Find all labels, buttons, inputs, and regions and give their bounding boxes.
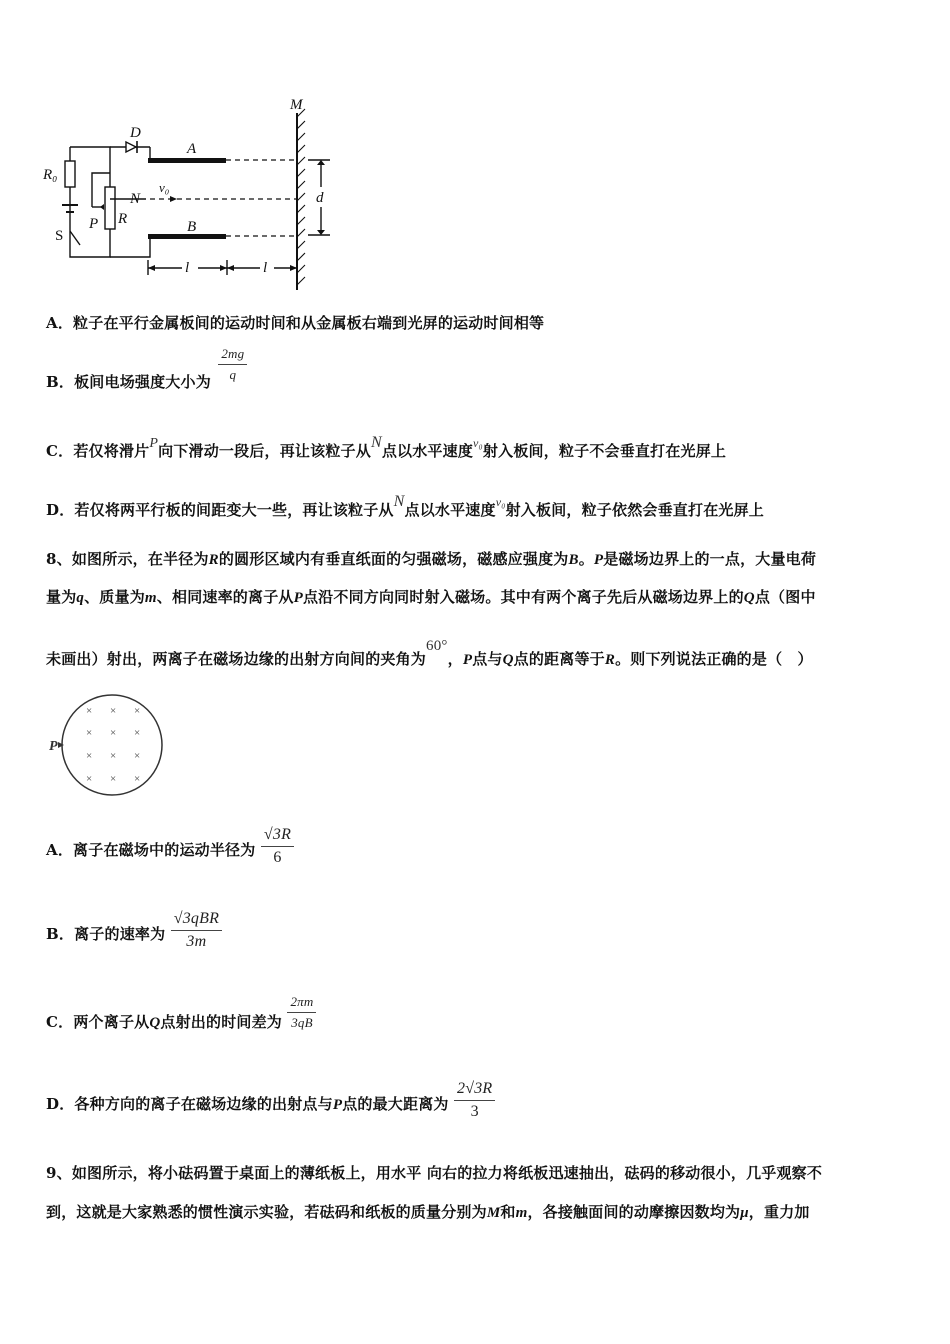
label-R: R <box>118 211 128 227</box>
q8-stem-line-1 <box>46 548 816 569</box>
option-text: 射入板间，粒子不会垂直打在光屏上 <box>482 442 727 460</box>
symbol-B: B <box>568 552 579 568</box>
label-l-1: l <box>185 260 190 276</box>
option-text: 点以水平速度 <box>404 501 496 519</box>
stem-text: 点与 <box>472 650 503 668</box>
symbol-P: P <box>332 1096 343 1113</box>
symbol-v0: v₀ <box>473 436 483 450</box>
option-text: 向下滑动一段后，再让该粒子从 <box>158 442 371 460</box>
symbol-q: q <box>76 590 85 606</box>
option-letter: D． <box>46 501 75 519</box>
option-text: 若仅将两平行板的间距变大一些，再让该粒子从 <box>74 501 394 519</box>
option-letter: A． <box>46 314 74 332</box>
fraction-max-distance: $\frac{2√3R}{3}$ <box>454 1080 495 1121</box>
stem-text: 点的距离等于 <box>513 650 605 668</box>
stem-text: 的圆形区域内有垂直纸面的匀强磁场，磁感应强度为 <box>218 550 569 568</box>
option-letter: B． <box>46 924 75 943</box>
stem-text: 到，这就是大家熟悉的惯性演示实验，若砝码和纸板的质量分别为 <box>46 1203 487 1221</box>
option-text: 板间电场强度大小为 <box>74 373 211 391</box>
question-number: 9、 <box>46 1164 72 1182</box>
label-D: D <box>130 125 141 141</box>
stem-text: 、相同速率的离子从 <box>156 588 294 606</box>
label-B: B <box>187 219 197 235</box>
q7-option-a <box>46 312 544 333</box>
symbol-R: R <box>604 652 616 668</box>
angle-60: 60° <box>426 638 448 654</box>
stem-text: 如图所示，将小砝码置于桌面上的薄纸板上，用水平 向右的拉力将纸板迅速抽出，砝码的移动很小，几乎观察不 <box>71 1164 823 1182</box>
stem-text: 量为 <box>46 588 77 606</box>
q8-option-b <box>46 910 222 951</box>
symbol-mu: μ <box>740 1205 749 1221</box>
option-text: 若仅将滑片 <box>73 442 150 460</box>
fraction-2mg-over-q: $\frac{2mg}{q}$ <box>218 346 247 383</box>
label-P: P <box>89 216 99 232</box>
option-letter: D． <box>46 1094 75 1113</box>
label-d: d <box>316 190 324 206</box>
q9-stem-line-1 <box>46 1162 822 1183</box>
symbol-P: P <box>149 436 159 451</box>
symbol-v0: v₀ <box>495 495 506 509</box>
symbol-P: P <box>462 652 473 668</box>
fraction-time-difference: $\frac{2\pi m}{3qB}$ <box>287 994 316 1031</box>
stem-text: 点沿不同方向同时射入磁场。其中有两个离子先后从磁场边界上的 <box>302 588 744 606</box>
option-text: 点以水平速度 <box>381 442 474 460</box>
q8-option-a <box>46 826 294 867</box>
stem-text: 。 <box>578 550 594 568</box>
symbol-P: P <box>293 590 303 606</box>
label-P: P <box>49 739 58 754</box>
fraction-velocity: $\frac{\text{√3qBR}}{3m}$ <box>171 910 222 951</box>
option-letter: B． <box>46 373 75 391</box>
cross-mark: × <box>110 773 117 785</box>
cross-mark: × <box>86 727 93 739</box>
q8-option-c <box>46 994 316 1031</box>
q7-option-b <box>46 346 247 391</box>
option-text: 离子的速率为 <box>74 924 166 943</box>
stem-text: 。则下列说法正确的是（ ） <box>615 650 813 668</box>
stem-text: 和 <box>500 1203 516 1221</box>
q8-stem-line-3 <box>46 638 813 669</box>
cross-mark: × <box>86 705 93 717</box>
cross-mark: × <box>134 773 141 785</box>
symbol-Q: Q <box>743 590 755 606</box>
magnetic-field-figure <box>46 690 176 802</box>
cross-mark: × <box>110 705 117 717</box>
option-text: 点射出的时间差为 <box>160 1013 283 1031</box>
label-M: M <box>290 97 303 113</box>
q8-option-d <box>46 1080 495 1121</box>
circuit-figure <box>40 95 340 295</box>
symbol-Q: Q <box>149 1015 161 1031</box>
stem-text: 未画出）射出，两离子在磁场边缘的出射方向间的夹角为 <box>46 650 427 668</box>
cross-mark: × <box>110 727 117 739</box>
cross-mark: × <box>86 773 93 785</box>
q7-option-c <box>46 434 727 461</box>
stem-text: 如图所示，在半径为 <box>71 550 209 568</box>
stem-text: ，各接触面间的动摩擦因数均为 <box>527 1203 741 1221</box>
cross-mark: × <box>134 705 141 717</box>
cross-mark: × <box>110 750 117 762</box>
stem-text: ， <box>447 650 463 668</box>
label-N: N <box>130 191 141 207</box>
symbol-m: m <box>515 1205 528 1221</box>
option-text: 粒子在平行金属板间的运动时间和从金属板右端到光屏的运动时间相等 <box>73 314 545 332</box>
symbol-P: P <box>593 552 604 568</box>
cross-mark: × <box>86 750 93 762</box>
option-text: 各种方向的离子在磁场边缘的出射点与 <box>74 1094 333 1113</box>
q8-stem-line-2 <box>46 586 816 607</box>
stem-text: 点（图中 <box>754 588 816 606</box>
question-number: 8、 <box>46 550 72 568</box>
option-text: 离子在磁场中的运动半径为 <box>73 840 256 859</box>
symbol-m: m <box>144 590 157 606</box>
stem-text: 是磁场边界上的一点，大量电荷 <box>603 550 817 568</box>
option-letter: C． <box>46 1013 74 1031</box>
label-A: A <box>187 141 197 157</box>
option-letter: C． <box>46 442 74 460</box>
fraction-sqrt3R-over-6: $\frac{√3R}{6}$ <box>261 826 294 867</box>
symbol-N: N <box>393 493 405 510</box>
cross-mark: × <box>134 750 141 762</box>
option-text: 两个离子从 <box>73 1013 150 1031</box>
label-l-2: l <box>263 260 268 276</box>
label-S: S <box>55 228 64 244</box>
cross-mark: × <box>134 727 141 739</box>
q7-option-d <box>46 493 765 520</box>
symbol-N: N <box>370 434 382 451</box>
stem-text: 、质量为 <box>84 588 145 606</box>
q9-stem-line-2 <box>46 1201 810 1222</box>
option-text: 点的最大距离为 <box>342 1094 449 1113</box>
stem-text: ，重力加 <box>748 1203 810 1221</box>
symbol-M: M <box>486 1205 501 1221</box>
label-R0: R₀ <box>43 167 58 183</box>
symbol-R: R <box>208 552 219 568</box>
label-v0: v₀ <box>159 180 170 195</box>
option-text: 射入板间，粒子依然会垂直打在光屏上 <box>505 501 765 519</box>
option-letter: A． <box>46 840 74 859</box>
symbol-Q: Q <box>502 652 514 668</box>
